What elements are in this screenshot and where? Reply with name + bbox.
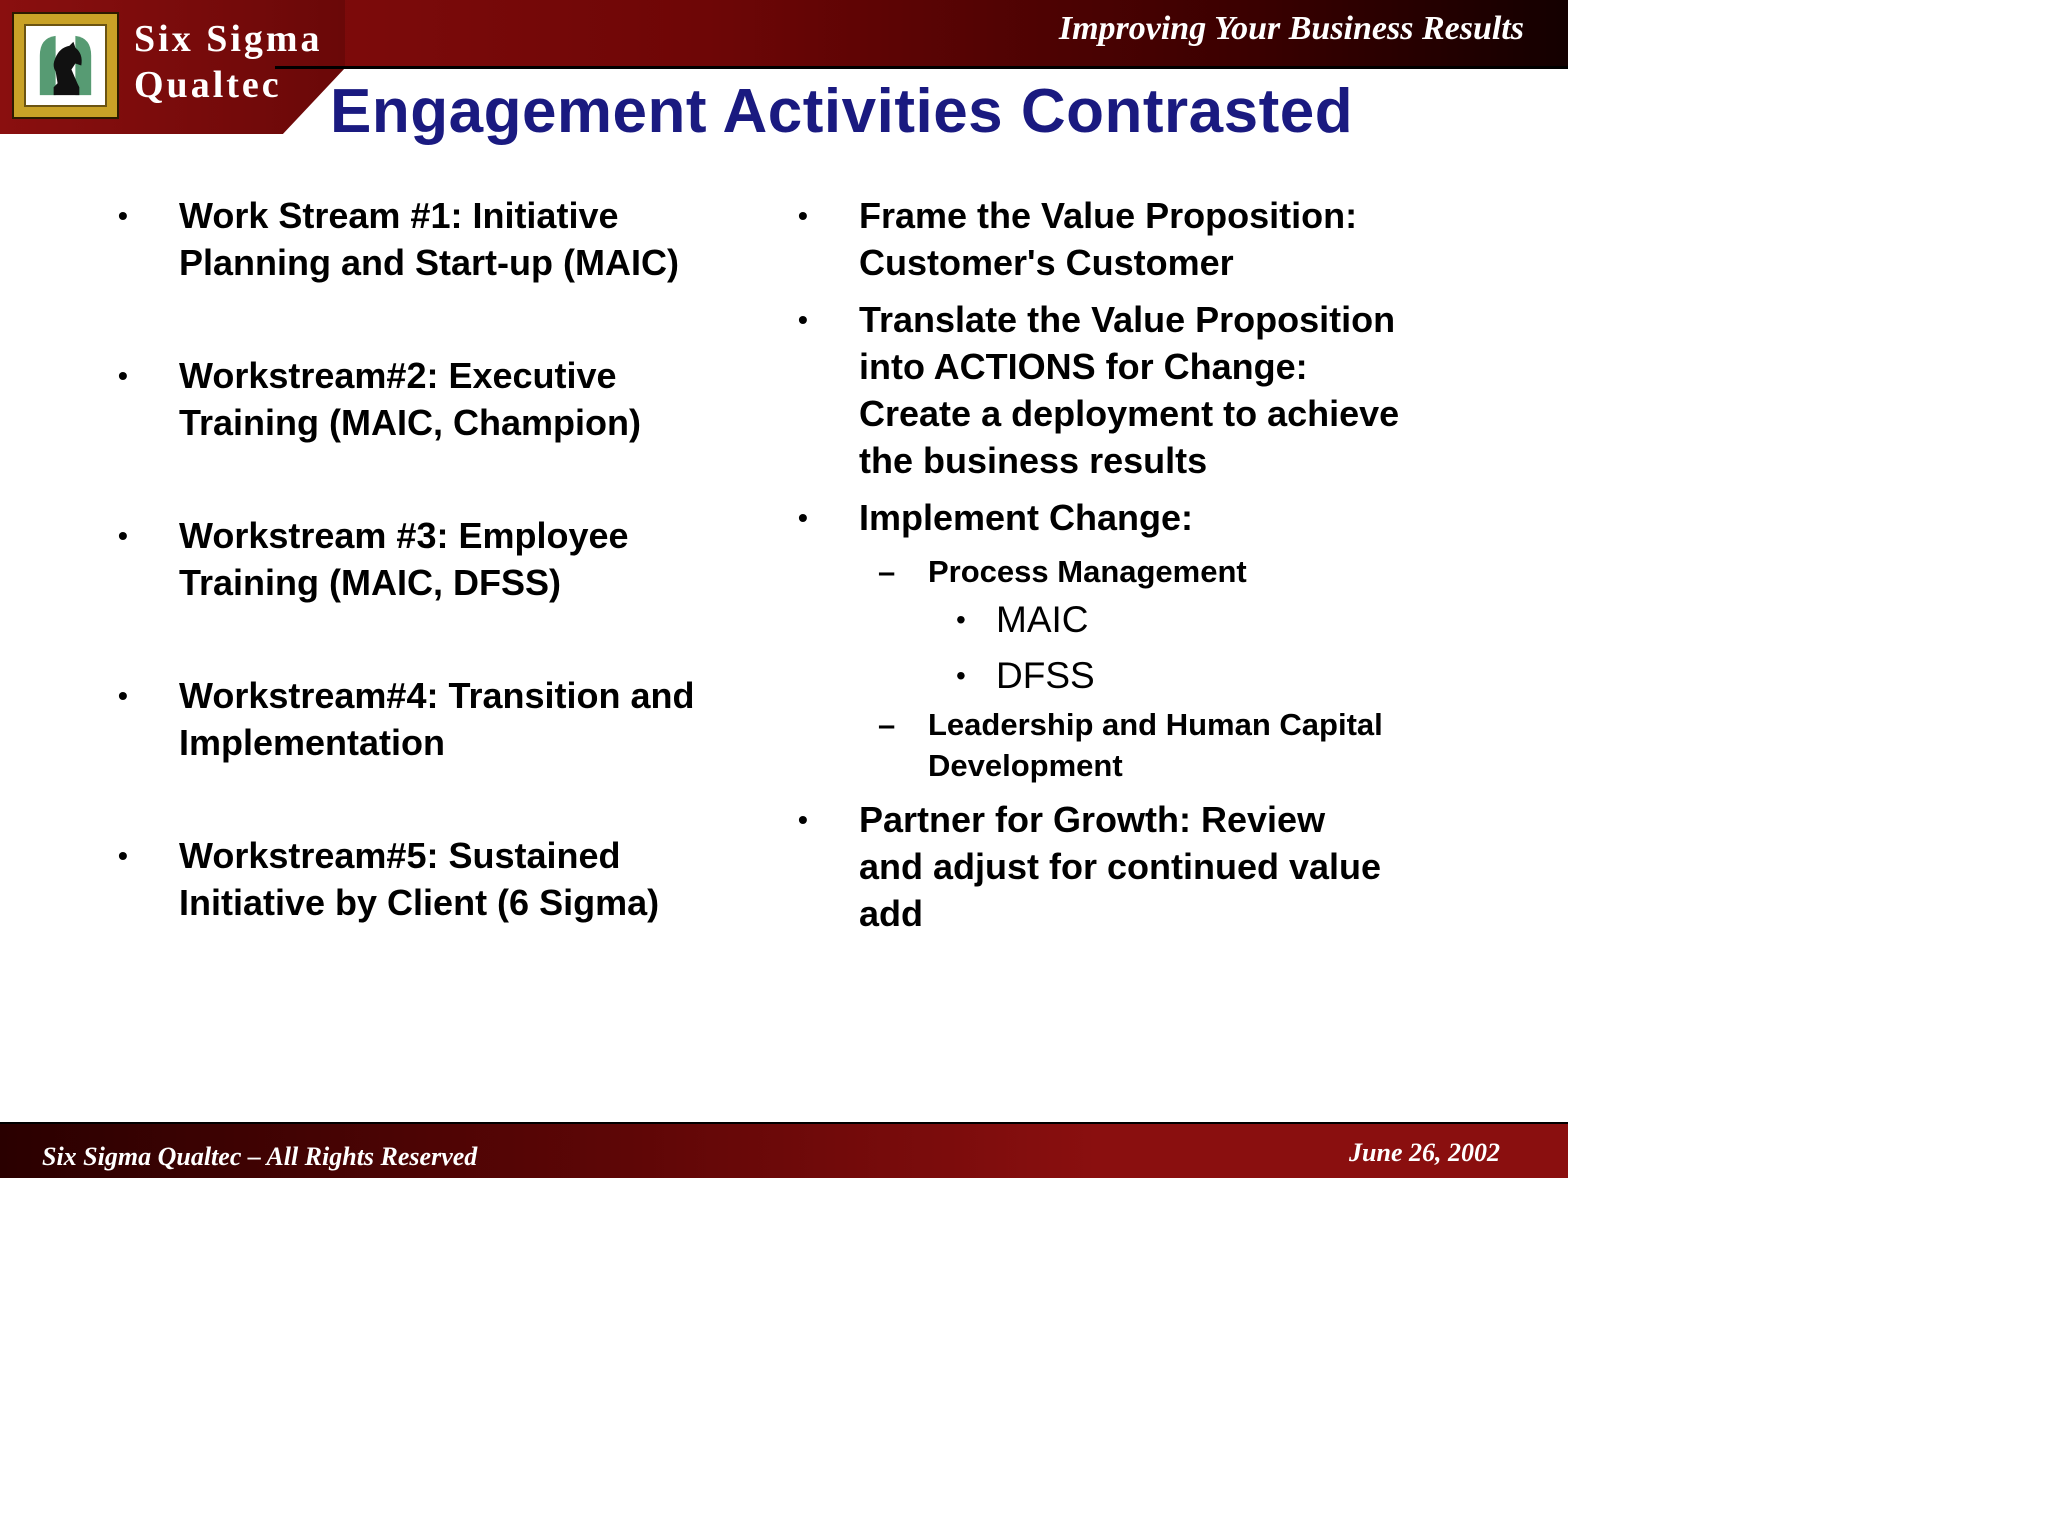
left-item-3-line-1: Workstream #3: Employee: [179, 515, 629, 556]
bullet-dot: •: [956, 604, 966, 635]
right-item-4-line-3: add: [859, 893, 924, 934]
bullet-dot: •: [118, 360, 128, 391]
sub-sub-item-dfss-label: DFSS: [996, 655, 1095, 696]
bullet-dot: •: [798, 804, 808, 835]
sub-item-leadership-line-1: Leadership and Human Capital: [928, 707, 1383, 742]
right-column: [798, 192, 1498, 947]
right-item-3-line-1: Implement Change:: [859, 497, 1194, 538]
right-item-4-line-2: and adjust for continued value: [859, 846, 1382, 887]
footer-date: June 26, 2002: [1349, 1138, 1500, 1167]
en-dash: –: [878, 707, 896, 742]
en-dash: –: [878, 554, 896, 589]
left-item-2-line-2: Training (MAIC, Champion): [179, 402, 641, 443]
left-item-5-line-1: Workstream#5: Sustained: [179, 835, 621, 876]
right-item-2-line-2: into ACTIONS for Change:: [859, 346, 1308, 387]
sub-item-process-management: [798, 551, 1498, 592]
left-item-4-line-1: Workstream#4: Transition and: [179, 675, 695, 716]
left-item-5: [118, 832, 778, 926]
left-item-2: [118, 352, 778, 446]
brand-line-2: Qualtec: [134, 64, 282, 106]
left-item-4: [118, 672, 778, 766]
bullet-dot: •: [798, 502, 808, 533]
right-item-2-line-1: Translate the Value Proposition: [859, 299, 1396, 340]
bullet-dot: •: [118, 520, 128, 551]
right-item-1: [798, 192, 1498, 286]
right-item-1-line-1: Frame the Value Proposition:: [859, 195, 1358, 236]
right-item-2: [798, 296, 1498, 484]
bullet-dot: •: [798, 200, 808, 231]
right-item-3: [798, 494, 1498, 541]
bullet-dot: •: [118, 840, 128, 871]
slide-title: Engagement Activities Contrasted: [330, 77, 1354, 146]
bullet-dot: •: [798, 304, 808, 335]
left-item-1-line-1: Work Stream #1: Initiative: [179, 195, 619, 236]
chess-knight-logo-icon: [24, 24, 107, 107]
right-item-2-line-3: Create a deployment to achieve: [859, 393, 1400, 434]
tagline: Improving Your Business Results: [1058, 10, 1524, 47]
sub-sub-item-maic: [798, 592, 1498, 648]
left-item-1-line-2: Planning and Start-up (MAIC): [179, 242, 679, 283]
right-item-2-line-4: the business results: [859, 440, 1208, 481]
logo: [12, 12, 119, 119]
left-item-2-line-1: Workstream#2: Executive: [179, 355, 617, 396]
left-item-3: [118, 512, 778, 606]
left-item-1: [118, 192, 778, 286]
brand-line-1: Six Sigma: [134, 18, 323, 60]
bullet-dot: •: [956, 660, 966, 691]
right-item-1-line-2: Customer's Customer: [859, 242, 1234, 283]
left-item-5-line-2: Initiative by Client (6 Sigma): [179, 882, 660, 923]
brand-name: [134, 16, 323, 108]
header-divider: [275, 66, 1568, 69]
left-item-3-line-2: Training (MAIC, DFSS): [179, 562, 561, 603]
sub-sub-item-dfss: [798, 648, 1498, 704]
left-column: [118, 192, 778, 992]
sub-sub-item-maic-label: MAIC: [996, 599, 1089, 640]
bullet-dot: •: [118, 680, 128, 711]
sub-item-process-management-label: Process Management: [928, 554, 1247, 589]
bullet-dot: •: [118, 200, 128, 231]
right-item-4-line-1: Partner for Growth: Review: [859, 799, 1326, 840]
sub-item-leadership: [798, 704, 1498, 786]
logo-graphic: [26, 26, 105, 105]
footer-band: [0, 1122, 1568, 1178]
footer-copyright: Six Sigma Qualtec – All Rights Reserved: [42, 1142, 478, 1171]
sub-item-leadership-line-2: Development: [928, 748, 1123, 783]
right-item-4: [798, 796, 1498, 937]
left-item-4-line-2: Implementation: [179, 722, 446, 763]
